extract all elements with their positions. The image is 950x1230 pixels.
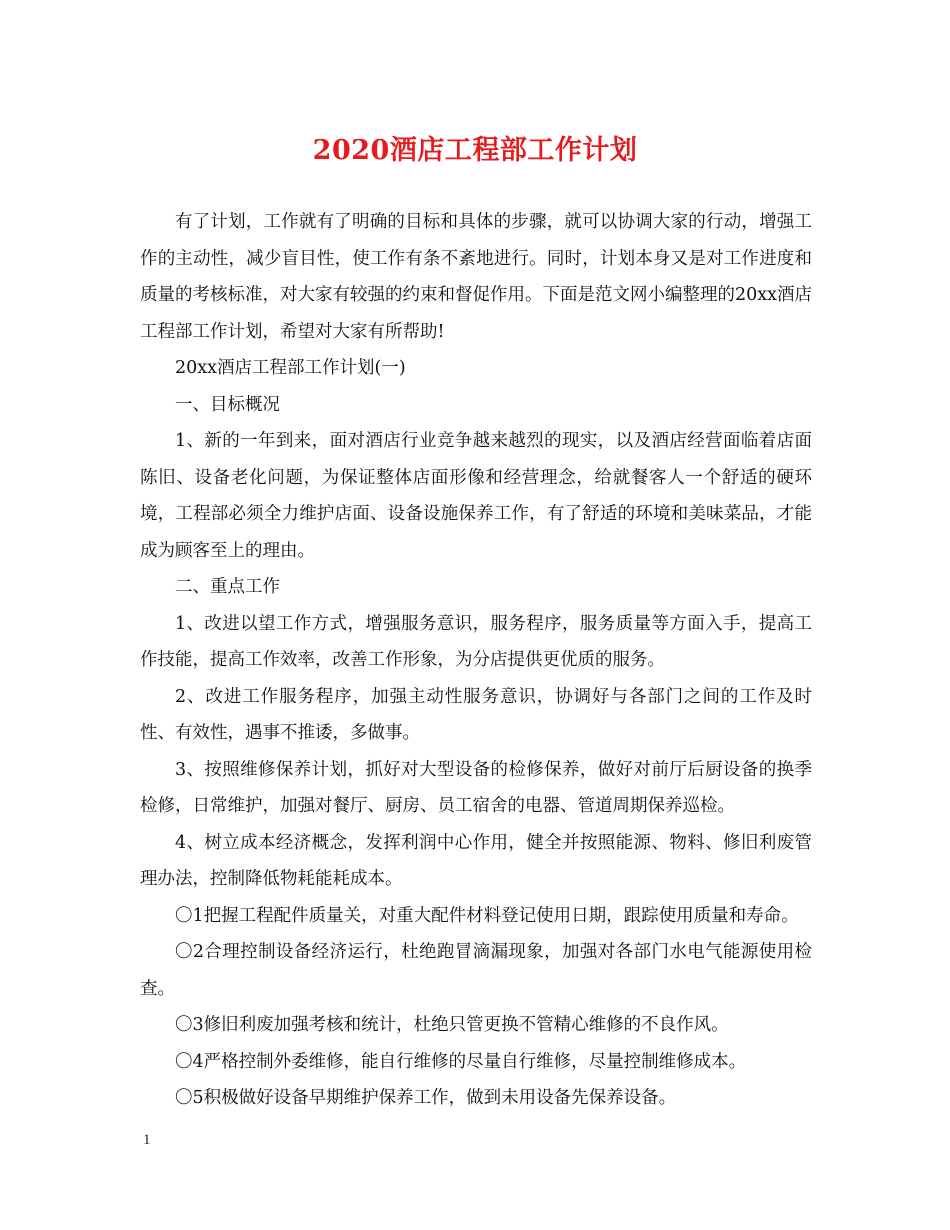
sub-item-2: 〇2合理控制设备经济运行，杜绝跑冒滴漏现象，加强对各部门水电气能源使用检查。 <box>140 942 812 999</box>
key-work-item-4: 4、树立成本经济概念，发挥利润中心作用，健全并按照能源、物料、修旧利废管理办法，控制降低物耗能耗成本。 <box>140 832 812 889</box>
key-work-item-1: 1、改进以望工作方式，增强服务意识，服务程序，服务质量等方面入手，提高工作技能，提高工作效率，改善工作形象，为分店提供更优质的服务。 <box>140 613 812 670</box>
sub-item-5: 〇5积极做好设备早期维护保养工作，做到未用设备先保养设备。 <box>175 1088 677 1108</box>
page-title: 2020酒店工程部工作计划 <box>312 135 638 166</box>
intro-paragraph: 有了计划，工作就有了明确的目标和具体的步骤，就可以协调大家的行动，增强工作的主动性，减少盲目性，使工作有条不紊地进行。同时，计划本身又是对工作进度和质量的考核标准，对大家有较强的约束和督促作用。下面是范文网小编整理的20xx酒店工程部工作计划，希望对大家有所帮助! <box>140 212 813 342</box>
section-heading-key-work: 二、重点工作 <box>175 577 280 597</box>
sub-item-3: 〇3修旧利废加强考核和统计，杜绝只管更换不管精心维修的不良作风。 <box>175 1015 729 1035</box>
goals-paragraph-1: 1、新的一年到来，面对酒店行业竞争越来越烈的现实，以及酒店经营面临着店面陈旧、设备老化问题，为保证整体店面形像和经营理念，给就餐客人一个舒适的硬环境，工程部必须全力维护店面、设备设施保养工作，有了舒适的环境和美味菜品，才能成为顾客至上的理由。 <box>140 431 812 561</box>
sub-item-4: 〇4严格控制外委维修，能自行维修的尽量自行维修，尽量控制维修成本。 <box>175 1051 747 1072</box>
section-heading-goals: 一、目标概况 <box>175 394 280 415</box>
key-work-item-2: 2、改进工作服务程序，加强主动性服务意识，协调好与各部门之间的工作及时性、有效性，遇事不推诿，多做事。 <box>140 686 812 743</box>
page-number: 1 <box>143 1132 151 1148</box>
section-heading-plan-one: 20xx酒店工程部工作计划(一) <box>175 358 406 378</box>
document-body <box>140 204 812 1117</box>
key-work-item-3: 3、按照维修保养计划，抓好对大型设备的检修保养，做好对前厅后厨设备的换季检修，日常维护，加强对餐厅、厨房、员工宿舍的电器、管道周期保养巡检。 <box>140 759 812 816</box>
sub-item-1: 〇1把握工程配件质量关，对重大配件材料登记使用日期，跟踪使用质量和寿命。 <box>175 905 799 926</box>
